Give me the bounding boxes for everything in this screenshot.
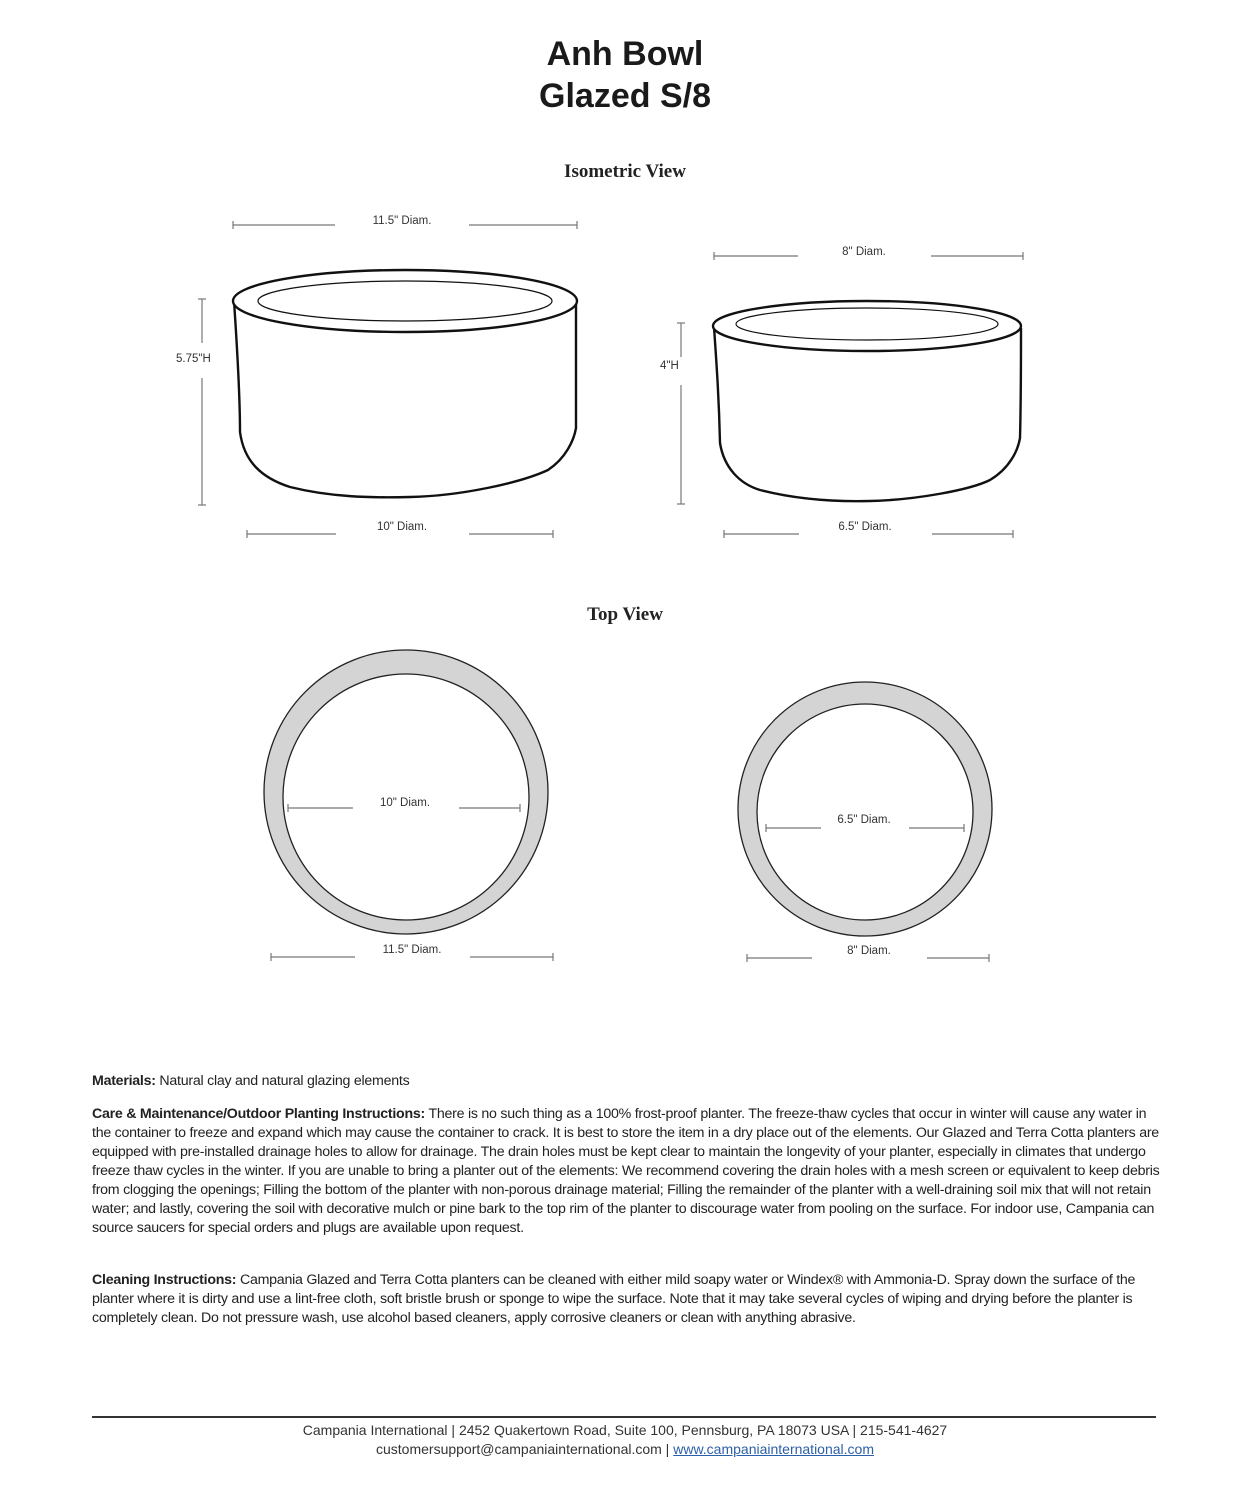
top-view-heading: Top View: [587, 604, 663, 625]
materials-text: Natural clay and natural glazing elements: [155, 1073, 410, 1089]
product-title-line2: Glazed S/8: [539, 77, 711, 115]
materials-paragraph: [92, 1072, 1162, 1091]
care-label: Care & Maintenance/Outdoor Planting Instructions:: [92, 1106, 426, 1122]
small-bowl-top-view: [738, 682, 992, 936]
footer-contact: [0, 1441, 1250, 1457]
large-iso-bottom-diameter: 10" Diam.: [376, 521, 428, 533]
small-iso-height: 4"H: [660, 360, 679, 372]
large-bowl-top-view: [264, 650, 548, 934]
large-top-outer-diameter: 11.5" Diam.: [382, 944, 442, 956]
small-top-outer-diameter: 8" Diam.: [847, 945, 891, 957]
small-iso-top-diameter: 8" Diam.: [842, 246, 886, 258]
footer-divider: [92, 1416, 1156, 1418]
product-title-line1: Anh Bowl: [546, 35, 704, 73]
large-iso-top-diameter: 11.5" Diam.: [372, 215, 432, 227]
care-text: There is no such thing as a 100% frost-proof planter. The freeze-thaw cycles that occur in winter will cause any water in the container to freeze and expand which may cause the container to crack. It is best to store the item in a dry place out of the elements. Our Glazed and Terra Cotta planters are equipped with pre-installed drainage holes to allow for drainage. The drain holes must be kept clear to maintain the longevity of your planter, especially in climates that undergo freeze thaw cycles in the winter. If you are unable to bring a planter out of the elements: We recommend covering the drain holes with a mesh screen or equivalent to keep debris from clogging the openings; Filling the bottom of the planter with non-porous drainage material; Filling the remainder of the planter with a well-draining soil mix that will not retain water; and lastly, covering the soil with decorative mulch or pine bark to the top rim of the planter to discourage water from pooling on the surface. For indoor use, Campania can source saucers for special orders and plugs are available upon request.: [92, 1106, 1160, 1236]
large-bowl-isometric: [233, 270, 577, 497]
isometric-view-heading: Isometric View: [564, 161, 686, 182]
footer-email[interactable]: customersupport@campaniainternational.com: [376, 1441, 662, 1457]
materials-label: Materials:: [92, 1073, 156, 1089]
large-iso-height: 5.75"H: [176, 353, 211, 365]
cleaning-text: Campania Glazed and Terra Cotta planters can be cleaned with either mild soapy water or Windex® with Ammonia-D. Spray down the surface of the planter where it is dirty and use a lint-free cloth, soft bristle brush or sponge to wipe the surface. Note that it may take several cycles of wiping and drying before the planter is completely clean. Do not pressure wash, use alcohol based cleaners, apply corrosive cleaners or clean with anything abrasive.: [92, 1272, 1136, 1326]
footer-website-link[interactable]: www.campaniainternational.com: [673, 1441, 874, 1457]
cleaning-paragraph: [92, 1271, 1162, 1328]
small-top-inner-diameter: 6.5" Diam.: [837, 814, 891, 826]
footer-separator: |: [661, 1441, 674, 1457]
small-bowl-isometric: [713, 301, 1021, 501]
care-paragraph: [92, 1105, 1162, 1238]
large-top-inner-diameter: 10" Diam.: [379, 797, 431, 809]
small-iso-bottom-diameter: 6.5" Diam.: [838, 521, 892, 533]
cleaning-label: Cleaning Instructions:: [92, 1272, 237, 1288]
footer-address: Campania International | 2452 Quakertown Road, Suite 100, Pennsburg, PA 18073 USA | 215-541-4627: [302, 1422, 948, 1438]
